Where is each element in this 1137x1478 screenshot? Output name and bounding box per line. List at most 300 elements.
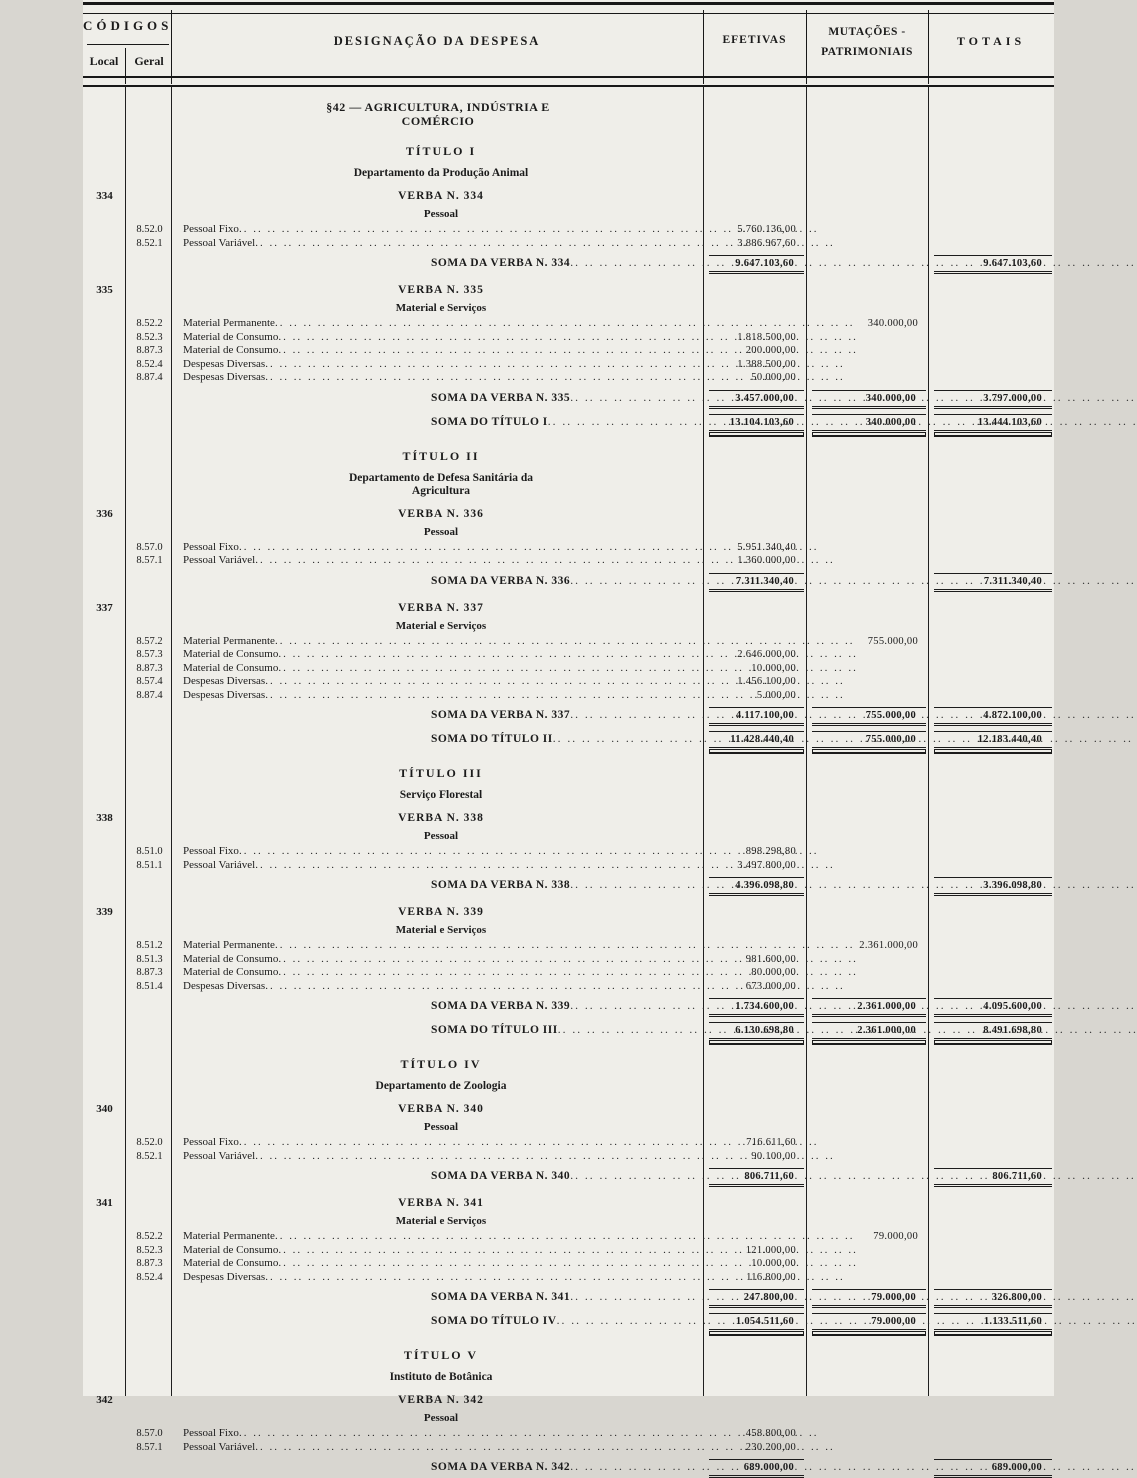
amount-totais <box>928 1435 1054 1436</box>
label-wrap <box>431 1170 699 1182</box>
label-wrap <box>183 1271 699 1284</box>
geral-code <box>126 1067 173 1068</box>
local-code <box>83 400 126 401</box>
designacao-cell <box>173 1412 703 1424</box>
amount-mutacoes <box>806 310 928 311</box>
local-code <box>83 1420 126 1421</box>
label-wrap <box>183 1136 699 1149</box>
dot-leader <box>275 939 855 952</box>
designacao-cell <box>173 575 703 587</box>
amount-efetivas <box>703 1223 806 1224</box>
amount-totais <box>928 459 1054 460</box>
amount-efetivas: 898.298,80 <box>745 846 796 857</box>
amount-mutacoes <box>806 853 928 854</box>
department-row <box>83 1371 1054 1384</box>
amount-mutacoes <box>806 265 928 266</box>
geral-code: 8.52.0 <box>136 224 163 235</box>
amount-totais <box>928 292 1054 293</box>
expense-item-row <box>83 845 1054 859</box>
label-wrap <box>183 675 699 688</box>
expense-item-row <box>83 966 1054 980</box>
amount-efetivas: 3.886.967,60 <box>737 237 796 249</box>
geral-code: 8.57.0 <box>136 1428 163 1439</box>
expense-label: Pessoal Variável <box>183 1440 256 1453</box>
label-wrap <box>183 371 699 384</box>
amount-totais <box>928 339 1054 340</box>
amount-efetivas <box>703 776 806 777</box>
local-code <box>83 339 126 340</box>
amount-efetivas <box>703 914 806 915</box>
header-mutacoes <box>806 22 928 62</box>
local-code <box>83 1379 126 1380</box>
expense-label: Pessoal Fixo <box>183 223 239 235</box>
geral-code <box>126 310 173 311</box>
expense-item-row <box>83 1230 1054 1244</box>
local-code <box>83 366 126 367</box>
expense-item-row <box>83 1257 1054 1271</box>
designacao-cell <box>173 1427 703 1440</box>
amount-mutacoes <box>806 339 928 340</box>
geral-code: 8.52.4 <box>136 358 163 370</box>
designacao-cell <box>173 966 703 979</box>
amount-mutacoes <box>806 245 928 246</box>
local-code <box>83 988 126 989</box>
geral-code <box>126 1469 173 1470</box>
local-code <box>83 1358 126 1359</box>
amount-mutacoes <box>806 1449 928 1450</box>
amount-totais: 3.797.000,00 <box>934 390 1052 409</box>
designacao-text: Pessoal <box>423 830 459 842</box>
amount-efetivas <box>703 154 806 155</box>
geral-code <box>126 216 173 217</box>
expense-label: Despesas Diversas <box>183 688 266 701</box>
local-code <box>83 1223 126 1224</box>
geral-code: 8.57.0 <box>136 541 163 553</box>
amount-efetivas <box>703 643 806 644</box>
designacao-cell <box>173 635 703 648</box>
expense-label: Pessoal Variável <box>183 1149 256 1162</box>
amount-efetivas: 1.054.511,60 <box>709 1313 804 1332</box>
geral-code: 8.51.1 <box>136 859 163 871</box>
designacao-text: VERBA N. 342 <box>398 1394 484 1406</box>
amount-totais: 4.872.100,00 <box>934 707 1052 726</box>
local-code <box>83 175 126 176</box>
soma-row <box>83 390 1054 409</box>
designacao-text: VERBA N. 339 <box>398 906 484 918</box>
local-code <box>83 379 126 380</box>
geral-code <box>126 516 173 517</box>
geral-code <box>126 797 173 798</box>
geral-code <box>126 1402 173 1403</box>
amount-mutacoes <box>806 628 928 629</box>
dot-leader <box>275 1230 855 1243</box>
designacao-cell <box>173 662 703 675</box>
designacao-text: TÍTULO IV <box>400 1057 482 1071</box>
expense-item-row <box>83 317 1054 331</box>
local-code <box>83 1129 126 1130</box>
category-row <box>83 1215 1054 1227</box>
soma-label: SOMA DA VERBA N. 338 <box>431 879 571 891</box>
table-header <box>83 10 1054 84</box>
label-wrap <box>431 257 699 269</box>
geral-code: 8.52.1 <box>136 237 163 249</box>
amount-totais: 326.800,00 <box>934 1289 1052 1308</box>
local-code <box>83 974 126 975</box>
amount-totais <box>928 516 1054 517</box>
titulo-row <box>83 766 1054 781</box>
header-designacao: DESIGNAÇÃO DA DESPESA <box>333 34 541 48</box>
soma-row <box>83 255 1054 274</box>
amount-totais: 13.444.103,60 <box>934 414 1052 433</box>
geral-code: 8.57.1 <box>136 1441 163 1453</box>
designacao-cell <box>173 1215 703 1227</box>
local-code <box>83 1279 126 1280</box>
designacao-cell <box>173 1348 703 1363</box>
verba-row <box>83 1394 1054 1406</box>
local-code <box>83 1032 126 1033</box>
designacao-cell <box>173 541 703 554</box>
amount-efetivas: 673.000,00 <box>745 980 796 992</box>
amount-efetivas: 5.000,00 <box>756 689 796 701</box>
designacao-cell <box>173 100 703 128</box>
expense-item-row <box>83 554 1054 568</box>
amount-mutacoes: 340.000,00 <box>812 390 926 409</box>
geral-code <box>126 1129 173 1130</box>
designacao-cell <box>173 845 703 858</box>
amount-totais <box>928 1223 1054 1224</box>
geral-code: 8.52.3 <box>136 1244 163 1256</box>
amount-mutacoes <box>806 1158 928 1159</box>
designacao-cell <box>173 1170 703 1182</box>
expense-item-row <box>83 331 1054 345</box>
geral-code: 8.87.4 <box>136 372 163 383</box>
soma-row <box>83 1022 1054 1041</box>
geral-code <box>126 1323 173 1324</box>
local-code: 338 <box>96 812 113 824</box>
designacao-cell <box>173 859 703 872</box>
geral-code <box>126 838 173 839</box>
local-code: 334 <box>96 190 113 202</box>
amount-mutacoes <box>806 1178 928 1179</box>
category-row <box>83 1121 1054 1133</box>
designacao-text: Material e Serviços <box>395 924 487 936</box>
amount-efetivas <box>703 1129 806 1130</box>
geral-code <box>126 820 173 821</box>
amount-totais <box>928 480 1054 481</box>
designacao-cell <box>173 709 703 721</box>
amount-totais <box>928 1379 1054 1380</box>
amount-totais <box>928 643 1054 644</box>
soma-label: SOMA DO TÍTULO III <box>431 1024 558 1036</box>
amount-efetivas <box>703 110 806 111</box>
amount-totais: 12.183.440,40 <box>934 731 1052 750</box>
geral-code <box>126 1178 173 1179</box>
geral-code <box>126 583 173 584</box>
amount-totais <box>928 1420 1054 1421</box>
geral-code <box>126 265 173 266</box>
local-code <box>83 245 126 246</box>
label-wrap <box>183 541 699 554</box>
designacao-text: TÍTULO V <box>403 1348 479 1362</box>
amount-mutacoes <box>806 549 928 550</box>
expense-label: Material de Consumo <box>183 648 279 660</box>
header-totais: TOTAIS <box>956 34 1026 48</box>
amount-totais <box>928 670 1054 671</box>
amount-mutacoes: 2.361.000,00 <box>812 998 926 1017</box>
local-code <box>83 583 126 584</box>
soma-row <box>83 1289 1054 1308</box>
amount-efetivas: 1.360.000,00 <box>737 555 796 566</box>
local-code <box>83 1144 126 1145</box>
designacao-cell <box>173 1103 703 1115</box>
geral-code <box>126 154 173 155</box>
expense-item-row <box>83 1441 1054 1455</box>
designacao-cell <box>173 371 703 384</box>
amount-efetivas <box>703 838 806 839</box>
designacao-cell <box>173 620 703 632</box>
designacao-cell <box>173 602 703 614</box>
amount-efetivas <box>703 610 806 611</box>
amount-mutacoes <box>806 110 928 111</box>
amount-efetivas: 9.647.103,60 <box>709 255 804 274</box>
local-code <box>83 1158 126 1159</box>
amount-totais <box>928 549 1054 550</box>
verba-row <box>83 190 1054 202</box>
amount-efetivas: 1.818.500,00 <box>737 331 796 343</box>
local-code <box>83 670 126 671</box>
label-wrap <box>431 879 699 891</box>
label-wrap <box>431 709 699 721</box>
expense-item-row <box>83 1150 1054 1164</box>
geral-code: 8.52.2 <box>136 1231 163 1242</box>
expense-label: Despesas Diversas <box>183 1270 266 1283</box>
amount-totais <box>928 961 1054 962</box>
amount-efetivas <box>703 1088 806 1089</box>
expense-item-row <box>83 953 1054 967</box>
local-code <box>83 887 126 888</box>
designacao-text: VERBA N. 336 <box>398 507 484 520</box>
geral-code <box>126 480 173 481</box>
soma-label: SOMA DA VERBA N. 335 <box>431 391 571 404</box>
amount-totais <box>928 697 1054 698</box>
amount-mutacoes <box>806 1111 928 1112</box>
designacao-line: Departamento da Produção Animal <box>353 167 529 179</box>
header-mutacoes-line1: MUTAÇÕES - <box>828 26 906 38</box>
soma-label: SOMA DO TÍTULO I <box>431 415 548 428</box>
geral-code <box>126 741 173 742</box>
amount-efetivas: 5.951.340,40 <box>737 541 796 553</box>
local-code <box>83 1088 126 1089</box>
amount-efetivas <box>703 198 806 199</box>
expense-item-row <box>83 344 1054 358</box>
amount-mutacoes <box>806 216 928 217</box>
geral-code: 8.57.4 <box>136 676 163 687</box>
label-wrap <box>183 966 699 979</box>
label-wrap <box>183 1427 699 1440</box>
amount-mutacoes <box>806 797 928 798</box>
amount-mutacoes <box>806 175 928 176</box>
label-wrap <box>431 733 699 745</box>
amount-mutacoes: 340.000,00 <box>867 318 918 329</box>
geral-code <box>126 1379 173 1380</box>
local-code <box>83 656 126 657</box>
designacao-text: Material e Serviços <box>395 302 487 314</box>
geral-code <box>126 1205 173 1206</box>
designacao-text: VERBA N. 334 <box>398 190 484 202</box>
amount-totais <box>928 216 1054 217</box>
amount-efetivas: 7.311.340,40 <box>709 573 804 592</box>
expense-item-row <box>83 1244 1054 1258</box>
geral-code: 8.57.3 <box>136 649 163 660</box>
local-code: 342 <box>96 1394 113 1406</box>
designacao-text: VERBA N. 340 <box>398 1103 484 1115</box>
label-wrap <box>431 1461 699 1473</box>
amount-efetivas <box>703 175 806 176</box>
section-heading-row <box>83 100 1054 128</box>
designacao-cell <box>173 1244 703 1257</box>
titulo-row <box>83 144 1054 159</box>
designacao-cell <box>173 1394 703 1406</box>
expense-label: Material de Consumo <box>183 330 279 343</box>
amount-totais <box>928 628 1054 629</box>
amount-mutacoes <box>806 1402 928 1403</box>
local-code <box>83 216 126 217</box>
amount-totais <box>928 1449 1054 1450</box>
soma-label: SOMA DA VERBA N. 337 <box>431 709 571 721</box>
amount-efetivas <box>703 310 806 311</box>
geral-code: 8.52.3 <box>136 331 163 343</box>
amount-efetivas: 4.117.100,00 <box>709 707 804 726</box>
amount-mutacoes <box>806 932 928 933</box>
amount-mutacoes <box>806 379 928 380</box>
amount-mutacoes: 755.000,00 <box>812 731 926 750</box>
geral-code <box>126 1223 173 1224</box>
amount-totais <box>928 245 1054 246</box>
department-row <box>83 472 1054 498</box>
local-code <box>83 424 126 425</box>
amount-efetivas: 230.200,00 <box>745 1441 796 1453</box>
expense-item-row <box>83 662 1054 676</box>
designacao-cell <box>173 1291 703 1303</box>
amount-efetivas: 121.000,00 <box>745 1244 796 1256</box>
designacao-cell <box>173 284 703 296</box>
label-wrap <box>431 1000 699 1012</box>
designacao-cell <box>173 237 703 250</box>
soma-label: SOMA DA VERBA N. 342 <box>431 1461 571 1473</box>
amount-totais <box>928 656 1054 657</box>
amount-efetivas <box>703 932 806 933</box>
label-wrap <box>183 662 699 675</box>
amount-efetivas: 2.646.000,00 <box>737 649 796 660</box>
geral-code <box>126 932 173 933</box>
label-wrap <box>183 980 699 993</box>
amount-efetivas: 5.760.136,00 <box>737 224 796 235</box>
amount-mutacoes: 755.000,00 <box>812 707 926 726</box>
local-code <box>83 1435 126 1436</box>
designacao-text: TÍTULO II <box>402 448 480 463</box>
verba-row <box>83 1197 1054 1209</box>
amount-mutacoes <box>806 1358 928 1359</box>
amount-efetivas <box>703 1205 806 1206</box>
expense-item-row <box>83 675 1054 689</box>
local-code <box>83 231 126 232</box>
local-code <box>83 947 126 948</box>
label-wrap <box>183 845 699 858</box>
local-code <box>83 867 126 868</box>
amount-efetivas: 689.000,00 <box>709 1459 804 1478</box>
amount-totais <box>928 534 1054 535</box>
local-code <box>83 154 126 155</box>
titulo-row <box>83 1057 1054 1072</box>
amount-mutacoes <box>806 867 928 868</box>
designacao-cell <box>173 416 703 428</box>
department-row <box>83 167 1054 180</box>
local-code <box>83 697 126 698</box>
geral-code <box>126 1358 173 1359</box>
amount-totais: 8.491.698,80 <box>934 1022 1052 1041</box>
designacao-cell <box>173 358 703 371</box>
designacao-cell <box>173 331 703 344</box>
designacao-cell <box>173 1024 703 1036</box>
label-wrap <box>183 1150 699 1163</box>
geral-code <box>126 175 173 176</box>
label-wrap <box>183 344 699 357</box>
header-geral: Geral <box>134 54 164 68</box>
designacao-cell <box>173 1000 703 1012</box>
amount-totais <box>928 974 1054 975</box>
expense-label: Pessoal Variável <box>183 554 256 566</box>
designacao-cell <box>173 648 703 661</box>
geral-code <box>126 887 173 888</box>
amount-mutacoes <box>806 697 928 698</box>
geral-code: 8.57.1 <box>136 555 163 566</box>
header-column-rule <box>928 10 929 84</box>
soma-row <box>83 1168 1054 1187</box>
amount-efetivas <box>703 459 806 460</box>
amount-efetivas: 80.000,00 <box>751 967 796 978</box>
amount-mutacoes <box>806 231 928 232</box>
local-code <box>83 1252 126 1253</box>
label-wrap <box>431 392 699 404</box>
amount-mutacoes <box>806 534 928 535</box>
designacao-cell <box>173 144 703 159</box>
amount-efetivas: 6.130.698,80 <box>709 1022 804 1041</box>
geral-code: 8.51.4 <box>136 980 163 992</box>
department-row <box>83 1080 1054 1093</box>
local-code <box>83 961 126 962</box>
designacao-cell <box>173 1230 703 1243</box>
geral-code <box>126 424 173 425</box>
amount-efetivas: 90.100,00 <box>751 1150 796 1162</box>
amount-efetivas: 247.800,00 <box>709 1289 804 1308</box>
designacao-line: Serviço Florestal <box>399 789 483 801</box>
label-wrap <box>183 939 699 952</box>
designacao-cell <box>173 344 703 357</box>
titulo-row <box>83 1348 1054 1363</box>
designacao-cell <box>173 879 703 891</box>
designacao-text: TÍTULO I <box>405 144 477 158</box>
label-wrap <box>431 1291 699 1303</box>
amount-mutacoes <box>806 670 928 671</box>
local-code <box>83 683 126 684</box>
designacao-cell <box>173 980 703 993</box>
designacao-cell <box>173 472 703 498</box>
department-row <box>83 789 1054 802</box>
designacao-cell <box>173 392 703 404</box>
amount-mutacoes <box>806 154 928 155</box>
amount-totais <box>928 1088 1054 1089</box>
amount-totais <box>928 562 1054 563</box>
